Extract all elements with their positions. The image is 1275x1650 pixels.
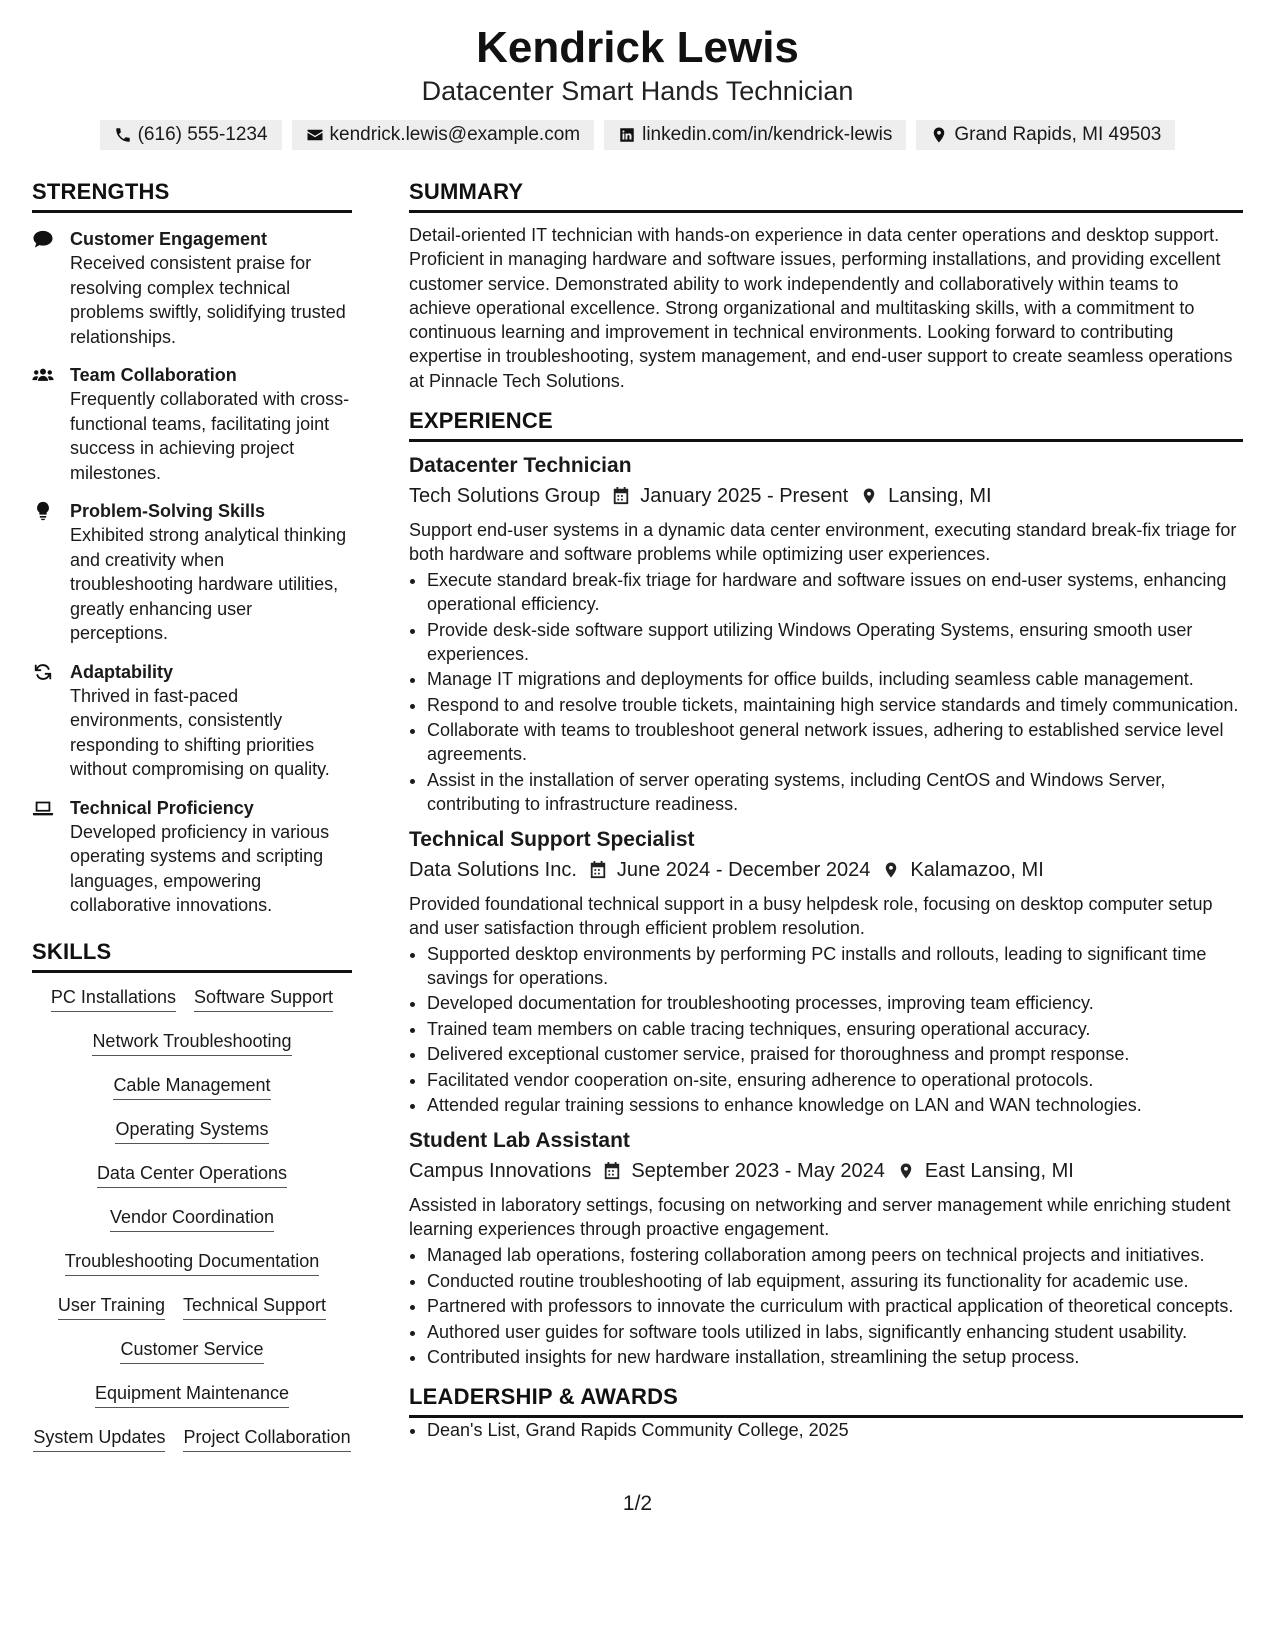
skill-tag: Equipment Maintenance	[95, 1379, 289, 1408]
awards-list	[409, 1418, 1243, 1442]
strength-desc: Received consistent praise for resolving complex technical problems swiftly, solidifying trusted relationships.	[70, 253, 346, 347]
skills-section	[32, 938, 352, 1452]
contact-bar	[0, 120, 1275, 150]
strength-title: Problem-Solving Skills	[70, 501, 266, 521]
job-dates: September 2023 - May 2024	[631, 1160, 885, 1183]
strength-desc: Frequently collaborated with cross-functional teams, facilitating joint success in achieving project milestones.	[70, 389, 350, 483]
list-item: • Partnered with professors to innovate the curriculum with practical application of theoretical concepts.	[427, 1294, 1243, 1318]
list-item: • Delivered exceptional customer service, praised for thoroughness and prompt response.	[427, 1042, 1243, 1066]
right-column	[409, 178, 1243, 1444]
job-dates: January 2025 - Present	[640, 485, 849, 508]
skill-row	[32, 1071, 352, 1100]
strength-item	[32, 499, 352, 646]
skill-tag: Customer Service	[120, 1335, 263, 1364]
strength-item	[32, 363, 352, 485]
strength-title: Customer Engagement	[70, 229, 268, 249]
calendar-icon	[603, 1161, 621, 1181]
lightbulb-icon	[32, 501, 54, 521]
job-entry	[409, 826, 1243, 1118]
contact-phone[interactable]	[100, 120, 282, 150]
strength-title: Team Collaboration	[70, 365, 237, 385]
job-description: Provided foundational technical support in a busy helpdesk role, focusing on desktop computer setup and user satisfaction through efficient problem resolution.	[409, 893, 1213, 938]
candidate-title: Datacenter Smart Hands Technician	[421, 76, 854, 106]
experience-section	[409, 407, 1243, 1369]
list-item: • Contributed insights for new hardware installation, streamlining the setup process.	[427, 1345, 1243, 1369]
job-location: Kalamazoo, MI	[910, 858, 1044, 881]
email-text: kendrick.lewis@example.com	[329, 124, 581, 145]
calendar-icon	[612, 486, 630, 506]
awards-section	[409, 1383, 1243, 1442]
list-item: • Authored user guides for software tools utilized in labs, significantly enhancing student usability.	[427, 1320, 1243, 1344]
strength-item	[32, 227, 352, 349]
list-item: • Facilitated vendor cooperation on-site, ensuring adherence to operational protocols.	[427, 1068, 1243, 1092]
job-title: Student Lab Assistant	[409, 1129, 630, 1153]
list-item: • Trained team members on cable tracing techniques, ensuring operational accuracy.	[427, 1017, 1243, 1041]
skill-tag: Data Center Operations	[97, 1159, 287, 1188]
job-description: Assisted in laboratory settings, focusing on networking and server management while enriching student learning experiences through proactive engagement.	[409, 1195, 1231, 1240]
skill-tag: Network Troubleshooting	[92, 1027, 291, 1056]
strengths-heading: STRENGTHS	[32, 178, 352, 213]
strength-desc: Exhibited strong analytical thinking and creativity when troubleshooting hardware utilities, greatly enhancing user perceptions.	[70, 525, 347, 643]
list-item: • Manage IT migrations and deployments for office builds, including seamless cable management.	[427, 667, 1243, 691]
job-entry	[409, 1127, 1243, 1369]
summary-text: Detail-oriented IT technician with hands-on experience in data center operations and desktop support. Proficient in managing hardware and software issues, performing installations, and providing excellent customer service. Demonstrated ability to work independently and collaboratively within teams to achieve operational excellence. Strong organizational and multitasking skills, with a commitment to continuous learning and improvement in technical environments. Looking forward to contributing expertise in troubleshooting, system management, and end-user support to create seamless operations at Pinnacle Tech Solutions.	[409, 225, 1233, 391]
job-location: East Lansing, MI	[924, 1160, 1074, 1183]
job-bullets	[409, 1243, 1243, 1369]
list-item: • Dean's List, Grand Rapids Community College, 2025	[427, 1418, 1243, 1442]
list-item: • Developed documentation for troubleshooting processes, improving team efficiency.	[427, 991, 1243, 1015]
summary-heading: SUMMARY	[409, 178, 1243, 213]
list-item: • Assist in the installation of server operating systems, including CentOS and Windows Server, contributing to infrastructure readiness.	[427, 768, 1243, 816]
job-location: Lansing, MI	[888, 485, 992, 508]
skill-tag: Cable Management	[113, 1071, 270, 1100]
resume-body	[32, 178, 1243, 1452]
job-title: Technical Support Specialist	[409, 827, 695, 851]
location-text: Grand Rapids, MI 49503	[954, 124, 1162, 145]
job-company: Data Solutions Inc.	[409, 858, 577, 881]
list-item: • Managed lab operations, fostering collaboration among peers on technical projects and initiatives.	[427, 1243, 1243, 1267]
linkedin-icon	[618, 126, 636, 144]
contact-email[interactable]	[292, 120, 595, 150]
resume-header	[0, 0, 1275, 150]
awards-heading: LEADERSHIP & AWARDS	[409, 1383, 1243, 1418]
job-meta	[409, 1157, 1243, 1185]
skill-tag: Troubleshooting Documentation	[65, 1247, 320, 1276]
job-meta	[409, 856, 1243, 884]
strength-desc: Developed proficiency in various operating systems and scripting languages, empowering collaborative innovations.	[70, 821, 330, 915]
job-dates: June 2024 - December 2024	[616, 858, 871, 881]
strength-title: Adaptability	[70, 661, 174, 682]
envelope-icon	[306, 126, 324, 144]
calendar-icon	[589, 860, 607, 880]
skill-tag: Vendor Coordination	[110, 1203, 274, 1232]
skill-tag: System Updates	[33, 1423, 165, 1452]
list-item: • Respond to and resolve trouble tickets, maintaining high service standards and timely communication.	[427, 693, 1243, 717]
skill-tag: User Training	[58, 1291, 165, 1320]
skill-tag: PC Installations	[51, 983, 176, 1012]
job-bullets	[409, 568, 1243, 816]
job-meta	[409, 482, 1243, 510]
list-item: • Supported desktop environments by performing PC installs and rollouts, leading to significant time savings for operations.	[427, 942, 1243, 990]
speech-bubble-icon	[32, 229, 54, 249]
job-description: Support end-user systems in a dynamic data center environment, executing standard break-fix triage for both hardware and software problems while optimizing user experiences.	[409, 520, 1237, 565]
linkedin-text: linkedin.com/in/kendrick-lewis	[642, 124, 893, 145]
map-pin-icon	[897, 1161, 915, 1181]
skill-tag: Technical Support	[183, 1291, 326, 1320]
strength-item	[32, 796, 352, 918]
phone-text: (616) 555-1234	[137, 124, 268, 145]
list-item: • Provide desk-side software support utilizing Windows Operating Systems, ensuring smooth user experiences.	[427, 618, 1243, 666]
skill-tag: Software Support	[194, 983, 333, 1012]
users-icon	[32, 365, 54, 385]
refresh-icon	[32, 662, 54, 682]
map-pin-icon	[930, 126, 948, 144]
experience-heading: EXPERIENCE	[409, 407, 1243, 442]
strength-desc: Thrived in fast-paced environments, consistently responding to shifting priorities without compromising on quality.	[70, 685, 330, 779]
skill-tag: Operating Systems	[115, 1115, 268, 1144]
skill-tag: Project Collaboration	[183, 1423, 350, 1452]
map-pin-icon	[882, 860, 900, 880]
list-item: • Attended regular training sessions to enhance knowledge on LAN and WAN technologies.	[427, 1093, 1243, 1117]
contact-location	[916, 120, 1175, 150]
skills-heading: SKILLS	[32, 938, 352, 973]
job-bullets	[409, 942, 1243, 1118]
job-company: Campus Innovations	[409, 1160, 592, 1183]
strength-title: Technical Proficiency	[70, 797, 254, 818]
phone-icon	[114, 126, 132, 144]
job-title: Datacenter Technician	[409, 454, 632, 478]
job-entry	[409, 452, 1243, 816]
skills-list	[32, 983, 352, 1452]
map-pin-icon	[860, 486, 878, 506]
list-item: • Conducted routine troubleshooting of lab equipment, assuring its functionality for academic use.	[427, 1269, 1243, 1293]
strength-item	[32, 660, 352, 782]
strengths-list	[32, 227, 352, 918]
contact-linkedin[interactable]	[604, 120, 906, 150]
left-column	[32, 178, 352, 1452]
candidate-name: Kendrick Lewis	[476, 23, 799, 72]
job-company: Tech Solutions Group	[409, 485, 601, 508]
laptop-icon	[32, 798, 54, 818]
list-item: • Collaborate with teams to troubleshoot general network issues, adhering to established service level agreements.	[427, 718, 1243, 766]
list-item: • Execute standard break-fix triage for hardware and software issues on end-user systems, enhancing operational efficiency.	[427, 568, 1243, 616]
page-number: 1/2	[622, 1492, 653, 1515]
